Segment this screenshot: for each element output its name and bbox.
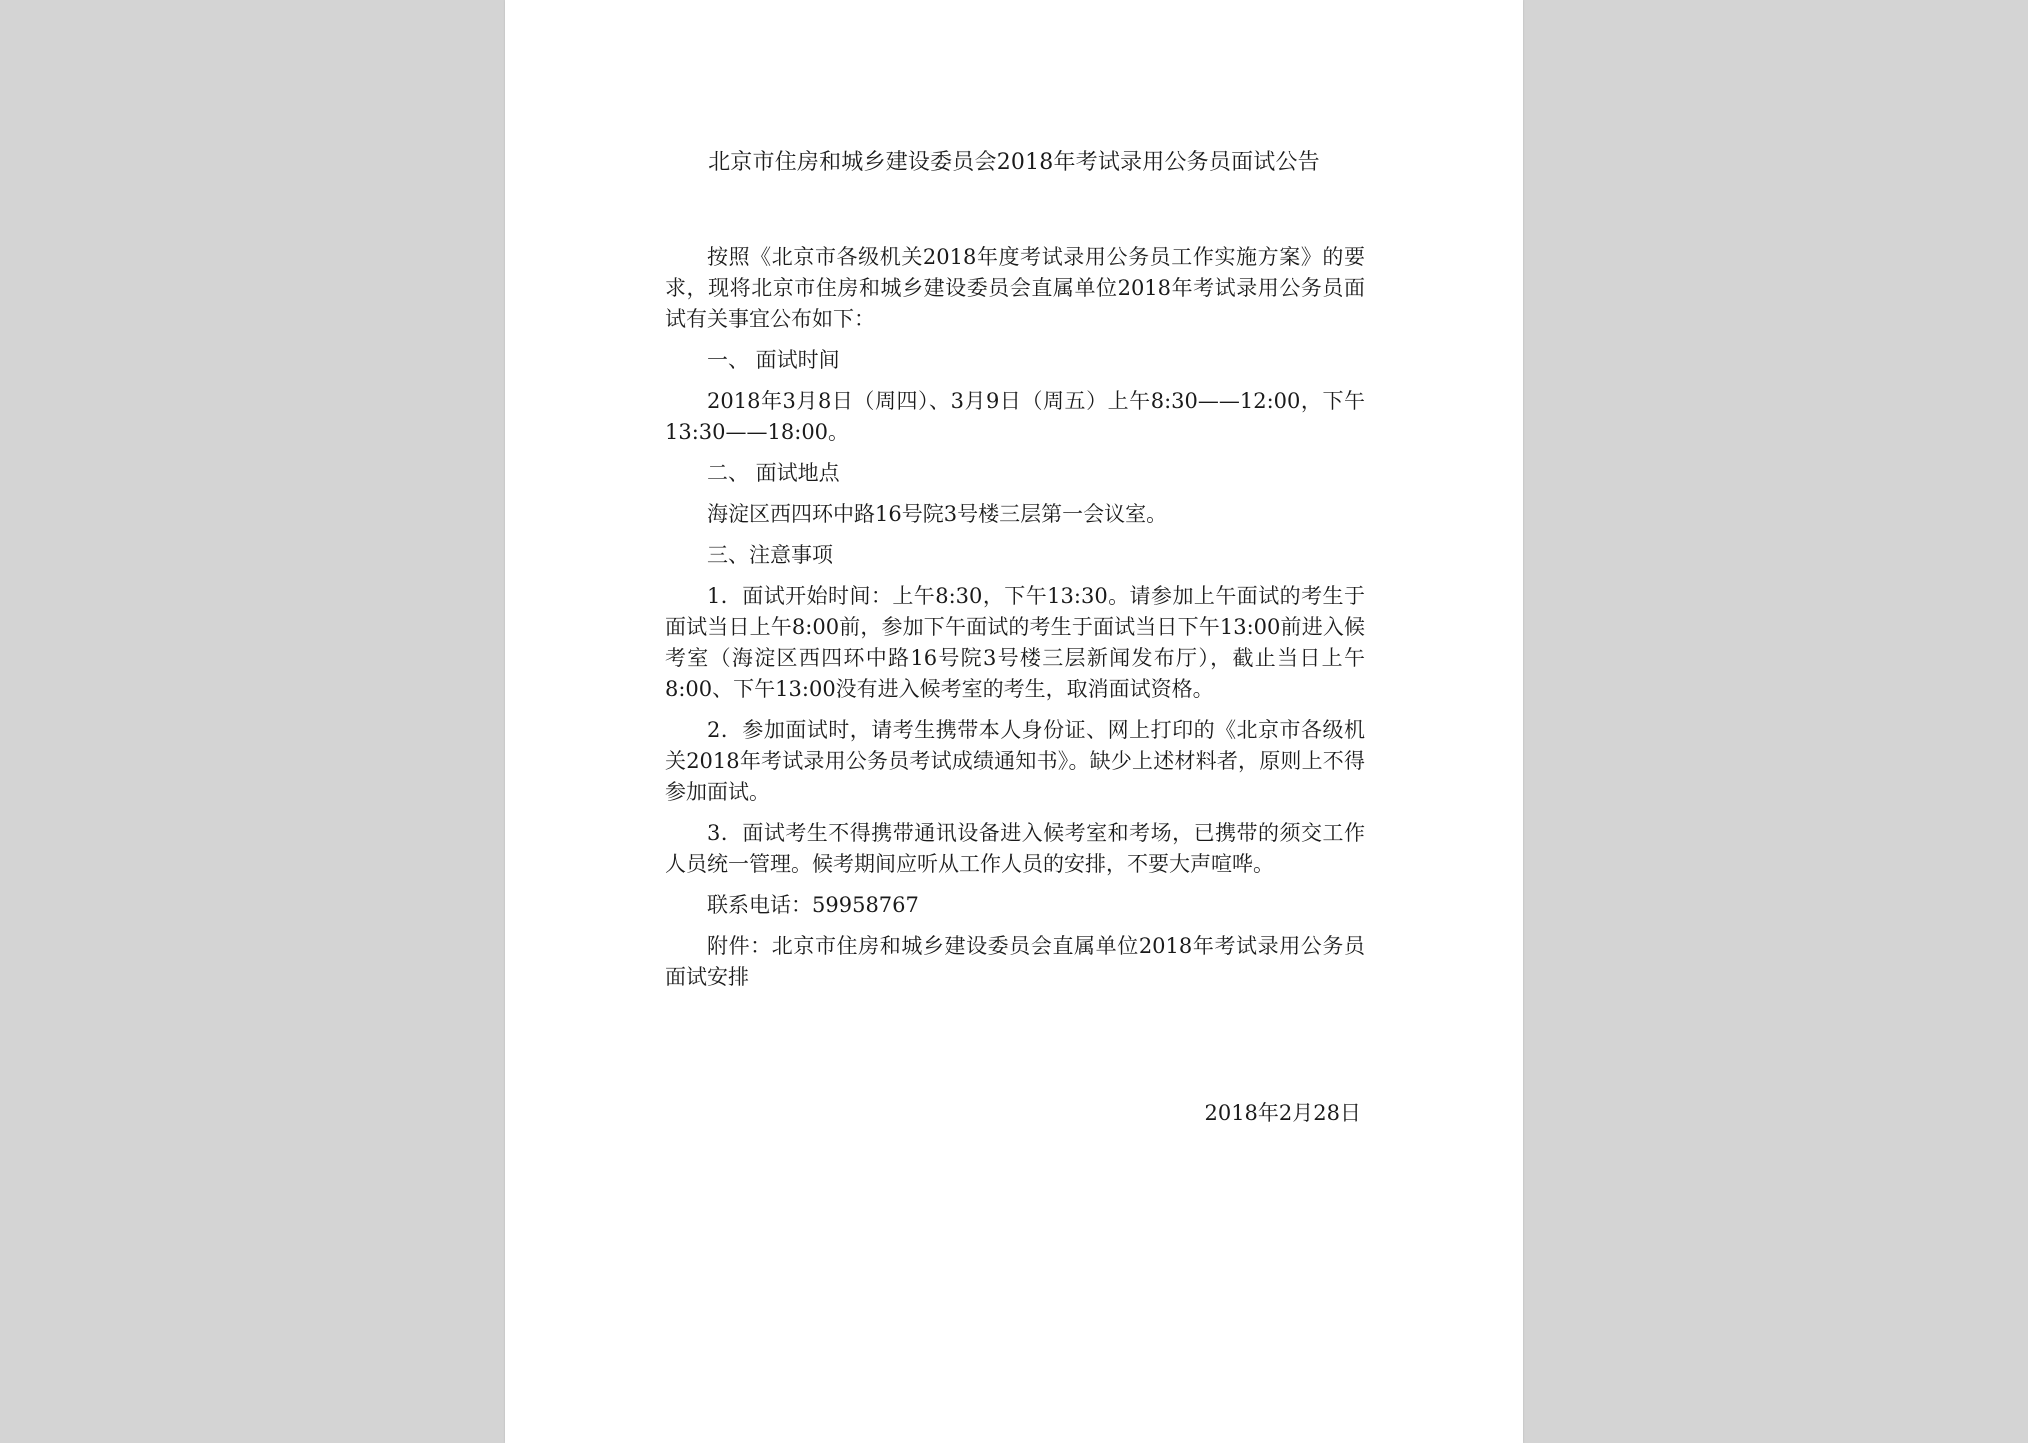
section-heading-time: 一、 面试时间 [707,348,840,372]
document-body [665,242,1365,1003]
document-date: 2018年2月28日 [1204,1101,1361,1125]
document-title: 北京市住房和城乡建设委员会2018年考试录用公务员面试公告 [708,150,1320,175]
note-item-2: 2．参加面试时，请考生携带本人身份证、网上打印的《北京市各级机关2018年考试录用公务员考试成绩通知书》。缺少上述材料者，原则上不得参加面试。 [665,718,1365,804]
section-heading-location: 二、 面试地点 [707,461,840,485]
interview-location-paragraph: 海淀区西四环中路16号院3号楼三层第一会议室。 [707,502,1168,526]
note-item-1: 1．面试开始时间：上午8:30，下午13:30。请参加上午面试的考生于面试当日上午8:00前，参加下午面试的考生于面试当日下午13:00前进入候考室（海淀区西四环中路16号院3号楼三层新闻发布厅），截止当日上午8:00、下午13:00没有进入候考室的考生，取消面试资格。 [665,584,1365,701]
contact-phone: 联系电话：59958767 [707,893,919,917]
attachment-note: 附件：北京市住房和城乡建设委员会直属单位2018年考试录用公务员面试安排 [665,934,1365,989]
document-page [505,0,1523,1443]
note-item-3: 3．面试考生不得携带通讯设备进入候考室和考场，已携带的须交工作人员统一管理。候考期间应听从工作人员的安排，不要大声喧哗。 [665,821,1365,876]
intro-paragraph: 按照《北京市各级机关2018年度考试录用公务员工作实施方案》的要求，现将北京市住房和城乡建设委员会直属单位2018年考试录用公务员面试有关事宜公布如下： [665,245,1365,331]
section-heading-notes: 三、注意事项 [707,543,833,567]
interview-time-paragraph: 2018年3月8日（周四）、3月9日（周五）上午8:30——12:00，下午13:30——18:00。 [665,389,1365,444]
